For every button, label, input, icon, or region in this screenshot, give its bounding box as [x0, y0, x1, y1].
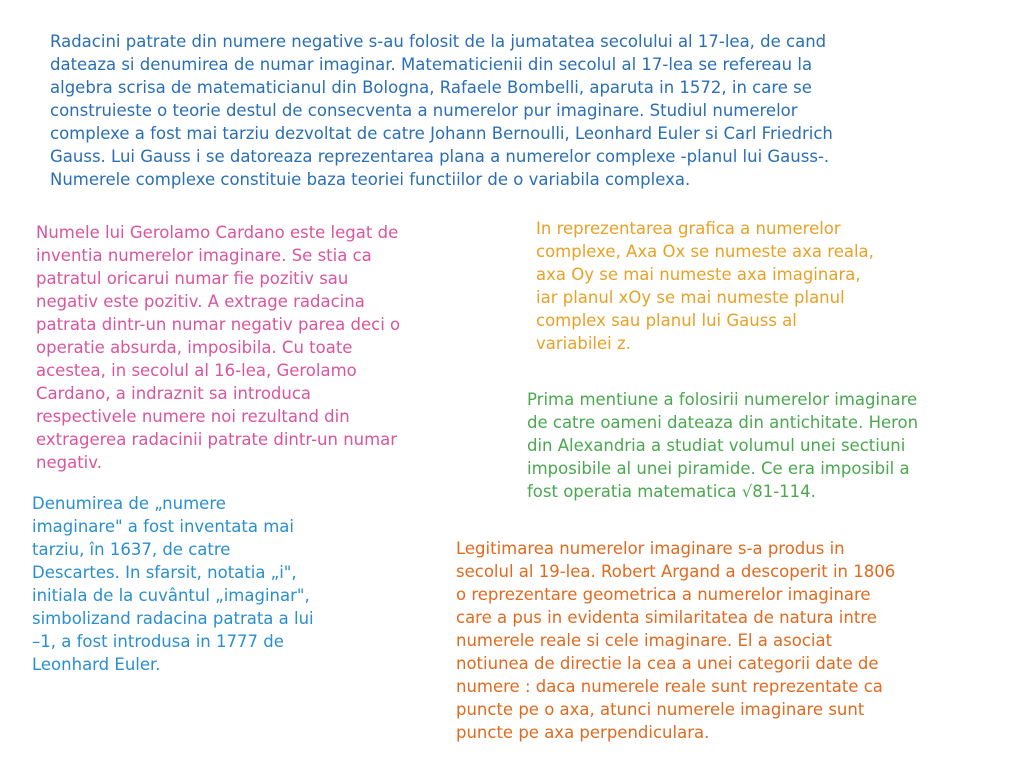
intro-paragraph — [50, 30, 833, 191]
intro-line: Radacini patrate din numere negative s-au folosit de la jumatatea secolului al 17-lea, de cand — [50, 32, 827, 51]
cardano-line: operatie absurda, imposibila. Cu toate — [36, 338, 353, 357]
heron-line: Prima mentiune a folosirii numerelor imaginare — [527, 390, 918, 409]
descartes-line: initiala de la cuvântul „imaginar", — [32, 586, 310, 605]
descartes-line: imaginare" a fost inventata mai — [32, 517, 294, 536]
gauss-plane-line: iar planul xOy se mai numeste planul — [536, 288, 845, 307]
argand-paragraph — [456, 537, 895, 744]
gauss-plane-line: axa Oy se mai numeste axa imaginara, — [536, 265, 861, 284]
gauss-plane-line: variabilei z. — [536, 334, 631, 353]
cardano-line: Cardano, a indraznit sa introduca — [36, 384, 312, 403]
descartes-line: –1, a fost introdusa in 1777 de — [32, 632, 284, 651]
heron-line: de catre oameni dateaza din antichitate. Heron — [527, 413, 919, 432]
cardano-line: patrata dintr-un numar negativ parea deci o — [36, 315, 401, 334]
intro-line: algebra scrisa de matematicianul din Bologna, Rafaele Bombelli, aparuta in 1572, in care se — [50, 78, 812, 97]
gauss-plane-line: complexe, Axa Ox se numeste axa reala, — [536, 242, 874, 261]
argand-line: numerele reale si cele imaginare. El a asociat — [456, 631, 833, 650]
heron-line: imposibile al unei piramide. Ce era imposibil a — [527, 459, 910, 478]
descartes-line: simbolizand radacina patrata a lui — [32, 609, 314, 628]
argand-line: numere : daca numerele reale sunt reprezentate ca — [456, 677, 883, 696]
descartes-line: Descartes. In sfarsit, notatia „i", — [32, 563, 297, 582]
cardano-line: extragerea radacinii patrate dintr-un numar — [36, 430, 398, 449]
intro-line: complexe a fost mai tarziu dezvoltat de catre Johann Bernoulli, Leonhard Euler si Carl Friedrich — [50, 124, 833, 143]
argand-line: puncte pe axa perpendiculara. — [456, 723, 710, 742]
cardano-line: acestea, in secolul al 16-lea, Gerolamo — [36, 361, 357, 380]
intro-line: Gauss. Lui Gauss i se datoreaza reprezentarea plana a numerelor complexe -planul lui Gauss-. — [50, 147, 830, 166]
argand-line: o reprezentare geometrica a numerelor imaginare — [456, 585, 871, 604]
cardano-line: Numele lui Gerolamo Cardano este legat de — [36, 223, 399, 242]
argand-line: puncte pe o axa, atunci numerele imaginare sunt — [456, 700, 865, 719]
descartes-line: Denumirea de „numere — [32, 494, 226, 513]
heron-line: fost operatia matematica √81-114. — [527, 482, 816, 501]
cardano-line: negativ este pozitiv. A extrage radacina — [36, 292, 365, 311]
cardano-line: respectivele numere noi rezultand din — [36, 407, 350, 426]
cardano-paragraph — [36, 221, 400, 474]
heron-line: din Alexandria a studiat volumul unei sectiuni — [527, 436, 906, 455]
descartes-line: Leonhard Euler. — [32, 655, 161, 674]
argand-line: Legitimarea numerelor imaginare s-a produs in — [456, 539, 845, 558]
argand-line: care a pus in evidenta similaritatea de natura intre — [456, 608, 877, 627]
intro-line: Numerele complexe constituie baza teoriei functiilor de o variabila complexa. — [50, 170, 691, 189]
argand-line: notiunea de directie la cea a unei categorii date de — [456, 654, 879, 673]
descartes-line: tarziu, în 1637, de catre — [32, 540, 231, 559]
cardano-line: patratul oricarui numar fie pozitiv sau — [36, 269, 349, 288]
cardano-line: inventia numerelor imaginare. Se stia ca — [36, 246, 372, 265]
cardano-line: negativ. — [36, 453, 102, 472]
gauss-plane-line: complex sau planul lui Gauss al — [536, 311, 797, 330]
gauss-plane-paragraph — [536, 217, 874, 355]
argand-line: secolul al 19-lea. Robert Argand a descoperit in 1806 — [456, 562, 896, 581]
descartes-paragraph — [32, 492, 314, 676]
gauss-plane-line: In reprezentarea grafica a numerelor — [536, 219, 841, 238]
intro-line: construieste o teorie destul de consecventa a numerelor pur imaginare. Studiul numerelor — [50, 101, 798, 120]
intro-line: dateaza si denumirea de numar imaginar. Matematicienii din secolul al 17-lea se refereau la — [50, 55, 813, 74]
heron-paragraph — [527, 388, 918, 503]
